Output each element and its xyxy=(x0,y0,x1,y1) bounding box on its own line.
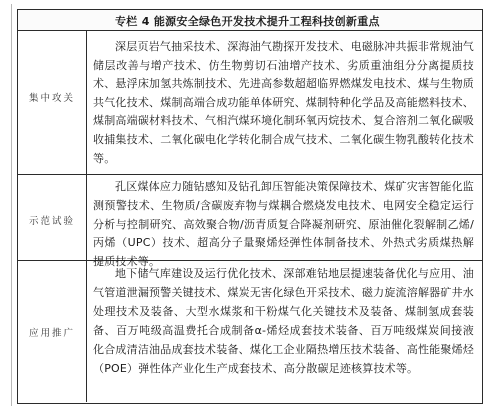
box-title: 专栏 4 能源安全绿色开发技术提升工程科技创新重点 xyxy=(115,15,380,28)
row-content-cell xyxy=(93,31,474,174)
feature-box xyxy=(17,9,483,404)
row-content-text: 深层页岩气抽采技术、深海油气勘探开发技术、电磁脉冲共振非常规油气储层改善与增产技术、仿生物剪切石油增产技术、劣质重油组分分离提质技术、悬浮床加氢共炼制技术、先进高参数超超临界燃煤发电技术、煤与生物质共气化技术、煤制高端合成功能单体研究、煤制特种化学品及高能燃料技术、煤制高端碳材料技术、气相汽煤环境化制环氧丙烷技术、复合溶剂二氧化碳吸收捕集技术、二氧化碳电化学转化制合成气技术、二氧化碳生物乳酸转化技术等。 xyxy=(93,40,474,165)
row-content-cell xyxy=(93,261,474,402)
row-label: 示范试验 xyxy=(28,216,75,227)
row-label: 应用推广 xyxy=(28,328,75,339)
row-label-cell xyxy=(18,261,87,402)
box-header xyxy=(18,10,482,31)
table-row xyxy=(18,175,482,269)
table-row xyxy=(18,31,482,175)
margin-rule xyxy=(11,4,12,406)
row-label-cell xyxy=(18,31,87,174)
row-content-cell xyxy=(93,175,474,269)
row-content-text: 地下储气库建设及运行优化技术、深部难钻地层提速装备优化与应用、油气管道泄漏预警关键技术、煤炭无害化绿色开采技术、磁力旋流溶解器矿井水处理技术及装备、大型水煤浆和干粉煤气化关键技术及装备、煤制氢成套装备、百万吨级高温费托合成制备α-烯烃成套技术装备、百万吨级煤炭间接液化合成清洁油品成套技术装备、煤化工企业隔热增压技术装备、高性能聚烯烃（POE）弹性体产业化生产成套技术、高分散碳足迹核算技术等。 xyxy=(93,267,474,375)
row-content-text: 孔区煤体应力随钻感知及钻孔卸压智能决策保障技术、煤矿灾害智能化监测预警技术、生物质/含碳废弃物与煤耦合燃烧发电技术、电网安全稳定运行分析与控制研究、高效聚合物/沥青质复合降凝剂研究、原油催化裂解制乙烯/丙烯（UPC）技术、超高分子量聚烯烃弹性体制备技术、外热式劣质煤热解提质技术等。 xyxy=(93,180,474,269)
table-row xyxy=(18,261,482,402)
row-label-cell xyxy=(18,175,87,260)
row-label: 集中攻关 xyxy=(28,93,75,104)
